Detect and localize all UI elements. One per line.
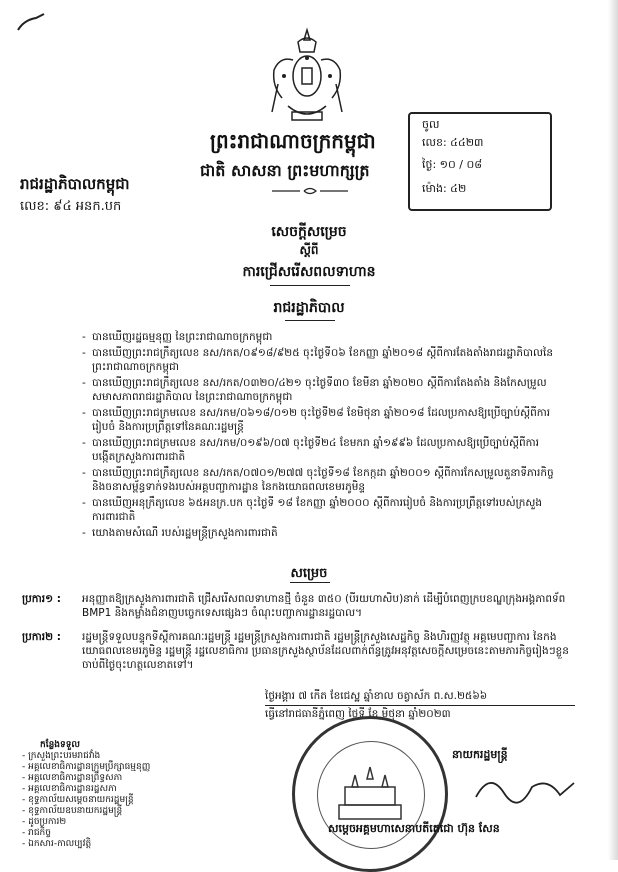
- consideration-item: - បានឃើញរដ្ឋធម្មនុញ្ញ នៃព្រះរាជាណាចក្រកម្ពុជា: [82, 330, 562, 344]
- signatory-title: នាយករដ្ឋមន្ត្រី: [452, 748, 508, 761]
- recipients-heading: កន្លែងទទួល: [40, 740, 80, 750]
- royal-coat-of-arms-emblem: [258, 26, 356, 126]
- document-type: សេចក្តីសម្រេច: [271, 224, 347, 240]
- recipient-item: - ខុទ្ទកាល័យឧបនាយករដ្ឋមន្ត្រី: [22, 806, 123, 816]
- consideration-item: - បានឃើញព្រះរាជក្រឹត្យលេខ នស/រកត/០៣២០/៤២១ ចុះថ្ងៃទី៣០ ខែមីនា ឆ្នាំ២០២០ ស្តីពីការតែងតាំង និងកែសម្រួលសមាសភាពរាជរដ្ឋាភិបាល នៃព្រះរាជាណាចក្រកម្ពុជា: [82, 376, 562, 404]
- recipient-item: - ក្រសួងព្រះបរមរាជវាំង: [22, 751, 101, 761]
- consideration-item: - បានឃើញអនុក្រឹត្យលេខ ៦៥អនក្រ.បក ចុះថ្ងៃទី ១៨ ខែកញ្ញា ឆ្នាំ២០០០ ស្តីពីការរៀបចំ និងការប្រព្រឹត្តទៅរបស់ក្រសួងការពារជាតិ: [82, 496, 562, 524]
- received-stamp: [408, 112, 552, 211]
- reference-number: លេខ: ៩៤ អនក.បក: [20, 199, 122, 214]
- subject-label: ស្តីពី: [299, 243, 319, 257]
- decision-divider: [290, 582, 330, 583]
- article-2: [22, 630, 582, 672]
- title-divider: [270, 285, 350, 286]
- article-2-label: ប្រការ២ :: [22, 631, 61, 643]
- article-1-text: អនុញ្ញាតឱ្យក្រសួងការពារជាតិ ជ្រើសរើសពលទាហានថ្មី ចំនួន ៣៥០ (បីរយហាសិប)នាក់ ដើម្បីបំពេញក្របខណ្ឌក្រុងអង្គភាពទ័ព BMP1 និងកម្លាំងជំនាញបច្ចេកទេសផ្សេងៗ ចំណុះបញ្ជាការដ្ឋានរដ្ឋបាល។: [82, 593, 566, 619]
- recipient-item: - ឯកសារ-កាលប្បវត្តិ: [22, 839, 92, 849]
- pen-mark: [14, 10, 54, 40]
- article-1: [22, 592, 582, 620]
- recipient-item: - រាជកិច្ច: [22, 828, 51, 838]
- recipient-item: - អគ្គលេខាធិការដ្ឋានរដ្ឋសភា: [22, 784, 117, 794]
- handwritten-signature: [470, 765, 580, 815]
- stamp-line-2: លេខ: ៤៤២៣: [422, 136, 484, 149]
- recipients-block: [22, 740, 172, 850]
- recipient-item: - ដូចប្រការ២: [22, 817, 67, 827]
- consideration-item: - បានឃើញព្រះរាជក្រឹត្យលេខ នស/រកត/០៩១៨/៩២៥ ចុះថ្ងៃទី០៦ ខែកញ្ញា ឆ្នាំ២០១៨ ស្តីពីការតែងតាំងរាជរដ្ឋាភិបាលនៃព្រះរាជាណាចក្រកម្ពុជា: [82, 346, 562, 374]
- solar-date: ធ្វើនៅរាជធានីភ្នំពេញ ថ្ងៃទី ខែ មិថុនា ឆ្នាំ២០២៣: [265, 708, 451, 720]
- stamp-line-4: ម៉ោង: ៤២: [422, 182, 467, 195]
- page-edge-shadow: [608, 0, 618, 860]
- considerations-list: [82, 330, 562, 542]
- temple-icon: [335, 765, 405, 823]
- official-seal: [292, 716, 448, 872]
- signatory-name: សម្តេចអគ្គមហាសេនាបតីតេជោ ហ៊ុន សែន: [328, 822, 500, 835]
- heading-divider: [285, 320, 335, 321]
- consideration-item: - បានឃើញព្រះរាជក្រមលេខ នស/រកម/០១៩៦/០៧ ចុះថ្ងៃទី២៤ ខែមករា ឆ្នាំ១៩៩៦ ដែលប្រកាសឱ្យប្រើច្បាប់ស្តីពីការបង្កើតក្រសួងការពារជាតិ: [82, 436, 562, 464]
- recipient-item: - អគ្គលេខាធិការដ្ឋានព្រឹទ្ធសភា: [22, 773, 123, 783]
- motto-ornament: [270, 186, 350, 196]
- issuing-body-heading: រាជរដ្ឋាភិបាល: [273, 300, 345, 316]
- article-1-label: ប្រការ១ :: [22, 593, 61, 605]
- decision-heading: សម្រេច: [290, 566, 328, 581]
- kingdom-heading: ព្រះរាជាណាចក្រកម្ពុជា: [210, 129, 376, 153]
- recipient-item: - ខុទ្ទកាល័យសម្តេចនាយករដ្ឋមន្ត្រី: [22, 795, 134, 805]
- document-subject: ការជ្រើសរើសពលទាហាន: [242, 264, 376, 280]
- article-2-text: រដ្ឋមន្ត្រីទទួលបន្ទុកទីស្តីការគណៈរដ្ឋមន្ត្រី រដ្ឋមន្ត្រីក្រសួងការពារជាតិ រដ្ឋមន្ត្រីក្រសួងសេដ្ឋកិច្ច និងហិរញ្ញវត្ថុ អគ្គមេបញ្ជាការ នៃកងយោធពលខេមរភូមិន្ទ រដ្ឋមន្ត្រី រដ្ឋលេខាធិការ ប្រធានក្រសួងស្ថាប័នដែលពាក់ព័ន្ធត្រូវអនុវត្តសេចក្តីសម្រេចនេះតាមភារកិច្ចរៀងៗខ្លួន ចាប់ពីថ្ងៃចុះហត្ថលេខាតទៅ។: [82, 631, 569, 671]
- date-underline: [265, 705, 575, 706]
- consideration-item: - បានឃើញព្រះរាជក្រឹត្យលេខ នស/រកត/០៧០១/២៧៧ ចុះថ្ងៃទី១៨ ខែកក្កដា ឆ្នាំ២០០១ ស្តីពីការកែសម្រួលតួនាទីភារកិច្ច និងចនាសម្ព័ន្ធទាក់ទងរបស់អគ្គបញ្ជាការដ្ឋាន នៃកងយោធពលខេមរភូមិន្ទ: [82, 466, 562, 494]
- recipient-item: - អគ្គលេខាធិការដ្ឋានក្រុមប្រឹក្សាធម្មនុញ្ញ: [22, 762, 151, 772]
- issuing-authority: រាជរដ្ឋាភិបាលកម្ពុជា: [20, 175, 130, 193]
- stamp-line-3: ថ្ងៃ: ១០ / ០៨: [422, 158, 483, 171]
- stamp-line-1: ចូល: [422, 118, 440, 131]
- consideration-item: - បានឃើញព្រះរាជក្រមលេខ នស/រកម/០៦១៨/០១២ ចុះថ្ងៃទី២៨ ខែមិថុនា ឆ្នាំ២០១៨ ដែលប្រកាសឱ្យប្រើច្បាប់ស្តីពីការរៀបចំ និងការប្រព្រឹត្តទៅនៃគណៈរដ្ឋមន្ត្រី: [82, 406, 562, 434]
- consideration-item: - យោងតាមសំណើ របស់រដ្ឋមន្ត្រីក្រសួងការពារជាតិ: [82, 526, 562, 540]
- national-motto: ជាតិ សាសនា ព្រះមហាក្សត្រ: [200, 161, 370, 180]
- lunar-date: ថ្ងៃអង្គារ ៧ កើត ខែជេស្ឋ ឆ្នាំខាល ចត្វាស័ក ព.ស.២៥៦៦: [265, 690, 488, 702]
